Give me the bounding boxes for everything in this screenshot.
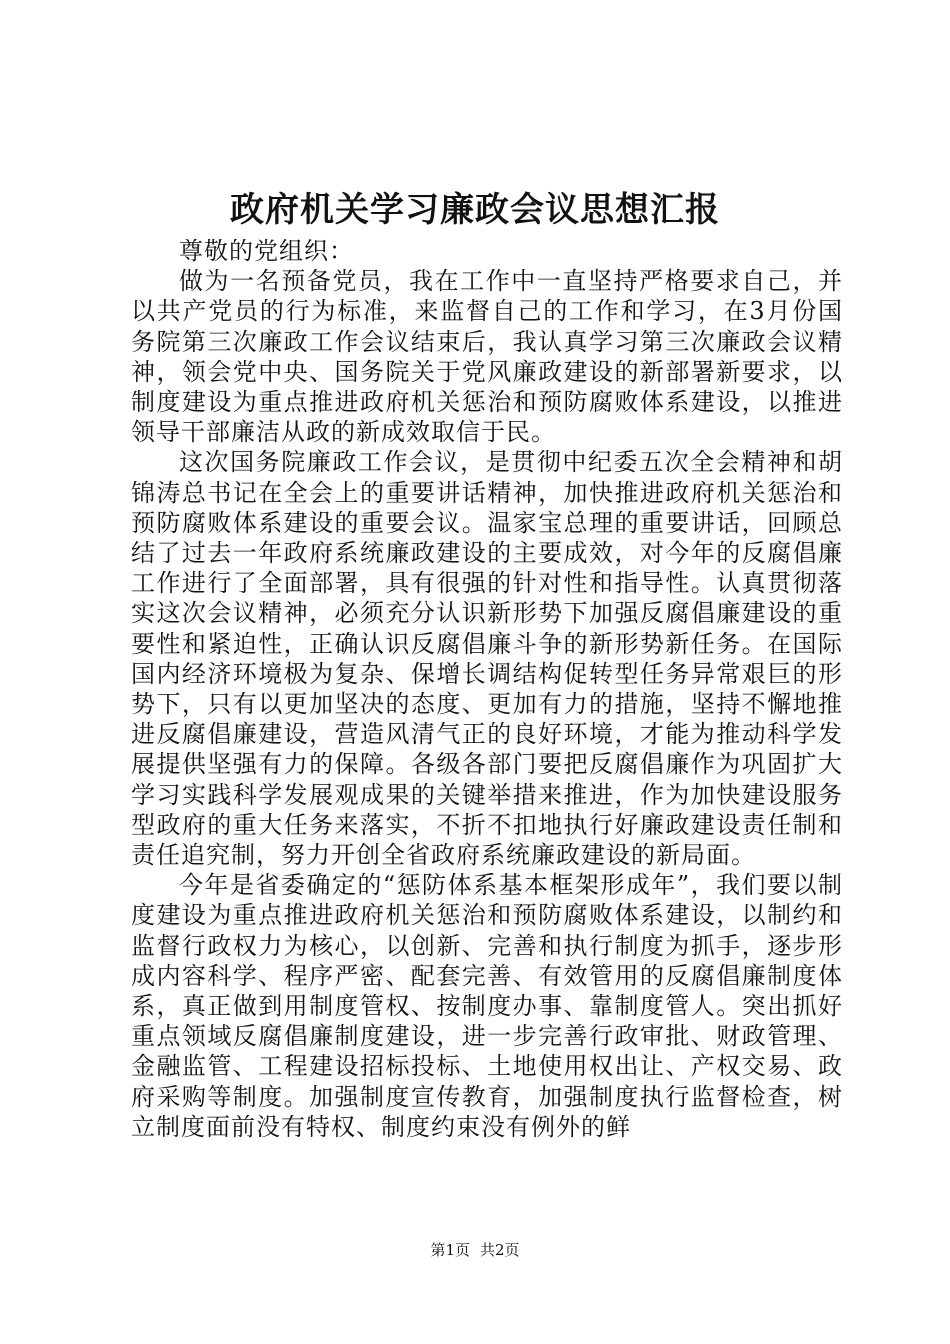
salutation: 尊敬的党组织：	[179, 237, 354, 265]
paragraph-1: 做为一名预备党员，我在工作中一直坚持严格要求自己，并以共产党员的行为标准，来监督自己的工作和学习，在3月份国务院第三次廉政工作会议结束后，我认真学习第三次廉政会议精神，领会党中央、国务院关于党风廉政建设的新部署新要求，以制度建设为重点推进政府机关惩治和预防腐败体系建设，以推进领导干部廉洁从政的新成效取信于民。	[131, 267, 843, 447]
paragraph-3: 今年是省委确定的“惩防体系基本框架形成年”，我们要以制度建设为重点推进政府机关惩治和预防腐败体系建设，以制约和监督行政权力为核心，以创新、完善和执行制度为抓手，逐步形成内容科学、程序严密、配套完善、有效管用的反腐倡廉制度体系，真正做到用制度管权、按制度办事、靠制度管人。突出抓好重点领域反腐倡廉制度建设，进一步完善行政审批、财政管理、金融监管、工程建设招标投标、土地使用权出让、产权交易、政府采购等制度。加强制度宣传教育，加强制度执行监督检查，树立制度面前没有特权、制度约束没有例外的鲜	[131, 871, 843, 1141]
page-total: 共2页	[480, 1241, 520, 1259]
paragraph-2: 这次国务院廉政工作会议，是贯彻中纪委五次全会精神和胡锦涛总书记在全会上的重要讲话精神，加快推进政府机关惩治和预防腐败体系建设的重要会议。温家宝总理的重要讲话，回顾总结了过去一年政府系统廉政建设的主要成效，对今年的反腐倡廉工作进行了全面部署，具有很强的针对性和指导性。认真贯彻落实这次会议精神，必须充分认识新形势下加强反腐倡廉建设的重要性和紧迫性，正确认识反腐倡廉斗争的新形势新任务。在国际国内经济环境极为复杂、保增长调结构促转型任务异常艰巨的形势下，只有以更加坚决的态度、更加有力的措施，坚持不懈地推进反腐倡廉建设，营造风清气正的良好环境，才能为推动科学发展提供坚强有力的保障。各级各部门要把反腐倡廉作为巩固扩大学习实践科学发展观成果的关键举措来推进，作为加快建设服务型政府的重大任务来落实，不折不扣地执行好廉政建设责任制和责任追究制，努力开创全省政府系统廉政建设的新局面。	[131, 448, 843, 870]
page-footer	[0, 1240, 950, 1260]
document-title: 政府机关学习廉政会议思想汇报	[230, 190, 720, 230]
document-body	[131, 236, 843, 1142]
page-number: 第1页	[430, 1241, 470, 1259]
